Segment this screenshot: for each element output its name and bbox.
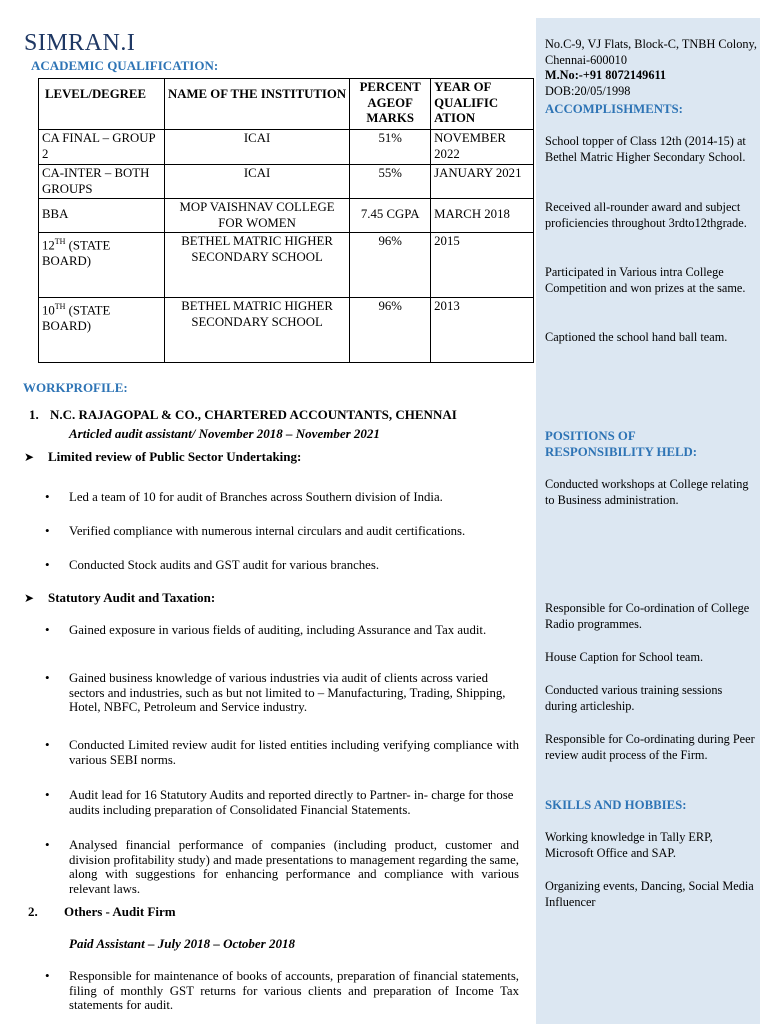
skill-item: Working knowledge in Tally ERP, Microsoft Office and SAP. bbox=[545, 830, 713, 860]
marks-cell: 96% bbox=[350, 298, 431, 363]
table-row bbox=[39, 199, 534, 233]
sidebar bbox=[536, 18, 760, 1024]
position-item: Responsible for Co-ordination of College Radio programmes. bbox=[545, 601, 750, 631]
skill-item: Organizing events, Dancing, Social Media Influencer bbox=[545, 879, 754, 909]
level-cell: 12TH (STATE BOARD) bbox=[39, 233, 165, 298]
level-cell: CA-INTER – BOTH GROUPS bbox=[39, 165, 165, 199]
position-item: Conducted various training sessions during articleship. bbox=[545, 683, 723, 713]
list-item: • Analysed financial performance of companies (including product, customer and division profitability study) and made presentations to management regarding the same, along with suggestions for enhancing performance and compliance with various relevant laws. bbox=[45, 838, 519, 896]
marks-cell: 55% bbox=[350, 165, 431, 199]
arrow-bullet-icon: ➤ bbox=[24, 591, 35, 605]
job2-title: Others - Audit Firm bbox=[64, 904, 176, 919]
year-cell: MARCH 2018 bbox=[431, 199, 534, 233]
table-row bbox=[39, 298, 534, 363]
year-cell: NOVEMBER 2022 bbox=[431, 130, 534, 165]
accomplishment-item: School topper of Class 12th (2014-15) at Bethel Matric Higher Secondary School. bbox=[545, 134, 746, 164]
contact-block bbox=[545, 37, 757, 99]
job1-title: N.C. RAJAGOPAL & CO., CHARTERED ACCOUNTANTS, CHENNAI bbox=[50, 407, 457, 422]
column-header: PERCENT AGEOF MARKS bbox=[350, 79, 431, 130]
column-header: LEVEL/DEGREE bbox=[39, 79, 165, 130]
institution-cell: MOP VAISHNAV COLLEGE FOR WOMEN bbox=[164, 199, 349, 233]
accomplishments-heading: ACCOMPLISHMENTS: bbox=[545, 102, 683, 116]
position-item: House Caption for School team. bbox=[545, 650, 704, 664]
academic-heading: ACADEMIC QUALIFICATION: bbox=[31, 58, 219, 73]
level-cell: CA FINAL – GROUP 2 bbox=[39, 130, 165, 165]
year-cell: 2013 bbox=[431, 298, 534, 363]
table-row bbox=[39, 130, 534, 165]
institution-cell: BETHEL MATRIC HIGHER SECONDARY SCHOOL bbox=[164, 298, 349, 363]
year-cell: JANUARY 2021 bbox=[431, 165, 534, 199]
section-statutory-audit: ➤ Statutory Audit and Taxation: bbox=[24, 590, 216, 605]
table-row bbox=[39, 165, 534, 199]
job1-number: 1. bbox=[29, 407, 39, 422]
mobile-number: M.No:-+91 8072149611 bbox=[545, 68, 667, 82]
job2-number: 2. bbox=[28, 904, 38, 919]
marks-cell: 7.45 CGPA bbox=[350, 199, 431, 233]
institution-cell: BETHEL MATRIC HIGHER SECONDARY SCHOOL bbox=[164, 233, 349, 298]
list-item: • Gained exposure in various fields of auditing, including Assurance and Tax audit. bbox=[45, 623, 519, 638]
list-item: • Led a team of 10 for audit of Branches across Southern division of India. bbox=[45, 490, 519, 505]
job1-subtitle: Articled audit assistant/ November 2018 – November 2021 bbox=[69, 426, 380, 441]
position-item: Conducted workshops at College relating to Business administration. bbox=[545, 477, 749, 507]
workprofile-heading: WORKPROFILE: bbox=[23, 380, 128, 395]
section-limited-review: ➤ Limited review of Public Sector Undertaking: bbox=[24, 449, 302, 464]
list-item: • Verified compliance with numerous internal circulars and audit certifications. bbox=[45, 524, 519, 539]
institution-cell: ICAI bbox=[164, 130, 349, 165]
list-item: • Gained business knowledge of various industries via audit of clients across varied sectors and industries, such as but not limited to – Manufacturing, Trading, Shipping, Hotel, NBFC, Petroleum and Service industry. bbox=[45, 671, 519, 715]
table-header-row bbox=[39, 79, 534, 130]
job2-subtitle: Paid Assistant – July 2018 – October 2018 bbox=[69, 936, 295, 951]
accomplishment-item: Received all-rounder award and subject proficiencies throughout 3rdto12thgrade. bbox=[545, 200, 747, 230]
list-item: • Conducted Limited review audit for listed entities including verifying compliance with various SEBI norms. bbox=[45, 738, 519, 767]
institution-cell: ICAI bbox=[164, 165, 349, 199]
table-row bbox=[39, 233, 534, 298]
level-cell: 10TH (STATE BOARD) bbox=[39, 298, 165, 363]
year-cell: 2015 bbox=[431, 233, 534, 298]
skills-heading: SKILLS AND HOBBIES: bbox=[545, 798, 687, 812]
date-of-birth: DOB:20/05/1998 bbox=[545, 83, 631, 98]
column-header: NAME OF THE INSTITUTION bbox=[164, 79, 349, 130]
position-item: Responsible for Co-ordinating during Peer review audit process of the Firm. bbox=[545, 732, 755, 762]
list-item: • Audit lead for 16 Statutory Audits and reported directly to Partner- in- charge for those audits including preparation of Consolidated Financial Statements. bbox=[45, 788, 519, 817]
accomplishment-item: Participated in Various intra College Competition and won prizes at the same. bbox=[545, 265, 746, 295]
arrow-bullet-icon: ➤ bbox=[24, 450, 35, 464]
address: No.C-9, VJ Flats, Block-C, TNBH Colony, Chennai-600010 bbox=[545, 37, 757, 67]
marks-cell: 96% bbox=[350, 233, 431, 298]
academic-table bbox=[38, 78, 534, 363]
positions-heading: POSITIONS OF RESPONSIBILITY HELD: bbox=[545, 429, 698, 459]
candidate-name: SIMRAN.I bbox=[24, 30, 136, 56]
level-cell: BBA bbox=[39, 199, 165, 233]
list-item: • Conducted Stock audits and GST audit for various branches. bbox=[45, 558, 519, 573]
marks-cell: 51% bbox=[350, 130, 431, 165]
column-header: YEAR OF QUALIFIC ATION bbox=[431, 79, 534, 130]
accomplishment-item: Captioned the school hand ball team. bbox=[545, 330, 728, 344]
list-item: • Responsible for maintenance of books of accounts, preparation of financial statements, filing of monthly GST returns for various clients and preparation of Income Tax statements for audit. bbox=[45, 969, 519, 1013]
